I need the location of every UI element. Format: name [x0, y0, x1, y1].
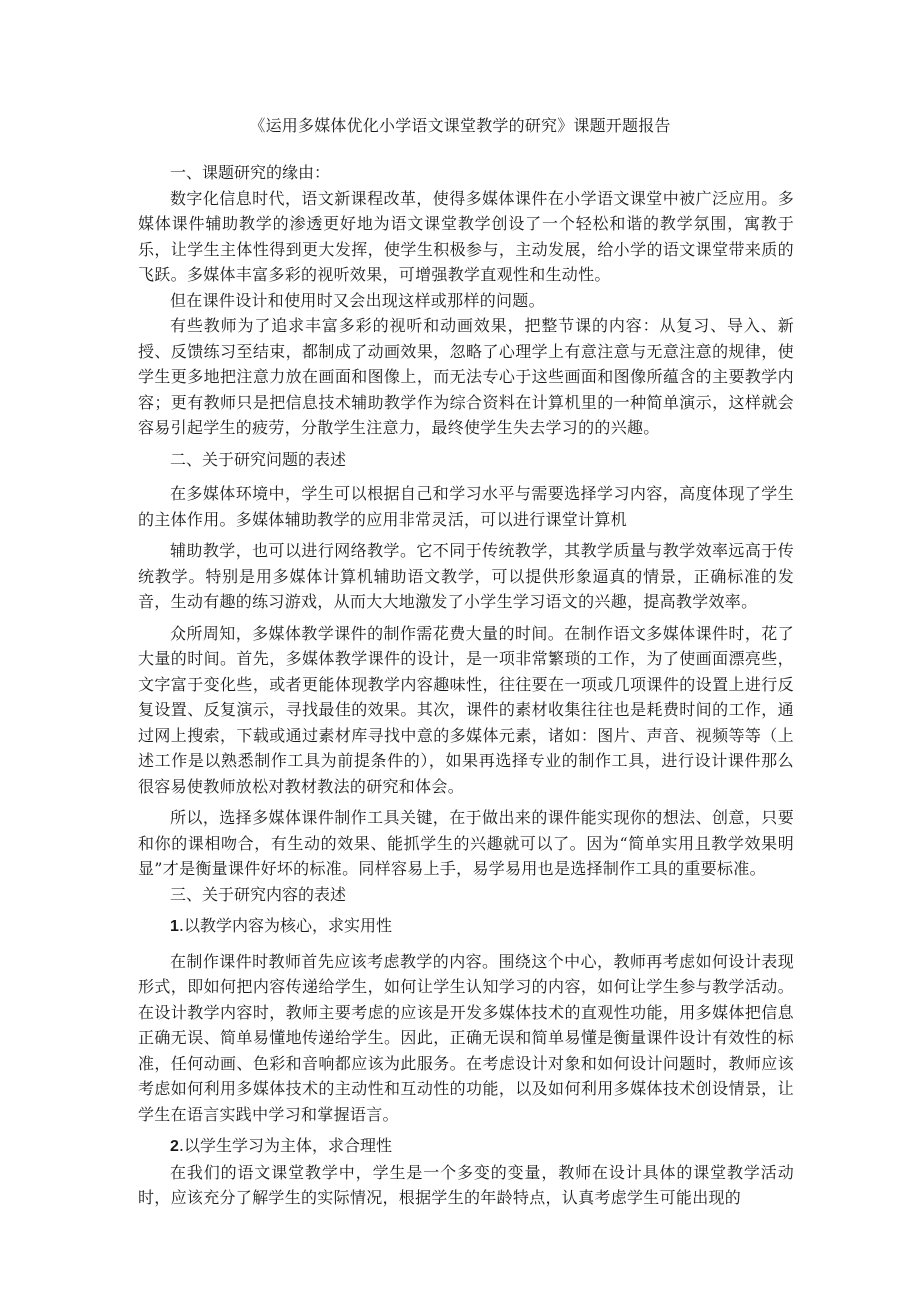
document-title: 《运用多媒体优化小学语文课堂教学的研究》课题开题报告	[249, 116, 671, 135]
document-body	[138, 160, 794, 1211]
section-1-paragraph-2: 但在课件设计和使用时又会出现这样或那样的问题。	[170, 290, 545, 310]
section-2-heading: 二、关于研究问题的表述	[170, 449, 347, 469]
item-1-title: .以教学内容为核心，求实用性	[178, 916, 392, 935]
section-3-item-1-heading	[138, 913, 794, 940]
item-1-number: 1	[170, 918, 179, 935]
section-3-heading: 三、关于研究内容的表述	[170, 884, 347, 904]
item-2-number: 2	[170, 1138, 179, 1155]
section-3-item-2-paragraph: 在我们的语文课堂教学中，学生是一个多变的变量，教师在设计具体的课堂教学活动时，应该充分了解学生的实际情况，根据学生的年龄特点，认真考虑学生可能出现的	[138, 1162, 794, 1207]
section-1-paragraph-1: 数字化信息时代，语文新课程改革，使得多媒体课件在小学语文课堂中被广泛应用。多媒体课件辅助教学的渗透更好地为语文课堂教学创设了一个轻松和谐的教学氛围，寓教于乐，让学生主体性得到更大发挥，使学生积极参与，主动发展，给小学的语文课堂带来质的飞跃。多媒体丰富多彩的视听效果，可增强教学直观性和生动性。	[138, 188, 794, 284]
section-3-item-1-paragraph: 在制作课件时教师首先应该考虑教学的内容。围绕这个中心，教师再考虑如何设计表现形式，即如何把内容传递给学生，如何让学生认知学习的内容，如何让学生参与教学活动。在设计教学内容时，教师主要考虑的应该是开发多媒体技术的直观性功能，用多媒体把信息正确无误、简单易懂地传递给学生。因此，正确无误和简单易懂是衡量课件设计有效性的标准，任何动画、色彩和音响都应该为此服务。在考虑设计对象和如何设计问题时，教师应该考虑如何利用多媒体技术的主动性和互动性的功能，以及如何利用多媒体技术创设情景，让学生在语言实践中学习和掌握语言。	[138, 951, 794, 1124]
section-2-paragraph-4: 所以，选择多媒体课件制作工具关键，在于做出来的课件能实现你的想法、创意，只要和你的课相吻合，有生动的效果、能抓学生的兴趣就可以了。因为“简单实用且教学效果明显”才是衡量课件好坏的标准。同样容易上手，易学易用也是选择制作工具的重要标准。	[138, 808, 794, 878]
section-2-paragraph-3: 众所周知，多媒体教学课件的制作需花费大量的时间。在制作语文多媒体课件时，花了大量的时间。首先，多媒体教学课件的设计，是一项非常繁琐的工作，为了使画面漂亮些，文字富于变化些，或者更能体现教学内容趣味性，往往要在一项或几项课件的设置上进行反复设置、反复演示，寻找最佳的效果。其次，课件的素材收集往往也是耗费时间的工作，通过网上搜索，下载或通过素材库寻找中意的多媒体元素，诸如：图片、声音、视频等等（上述工作是以熟悉制作工具为前提条件的），如果再选择专业的制作工具，进行设计课件那么很容易使教师放松对教材教法的研究和体会。	[138, 623, 794, 796]
section-2-paragraph-2: 辅助教学，也可以进行网络教学。它不同于传统教学，其教学质量与教学效率远高于传统教学。特别是用多媒体计算机辅助语文教学，可以提供形象逼真的情景，正确标准的发音，生动有趣的练习游戏，从而大大地激发了小学生学习语文的兴趣，提高教学效率。	[138, 541, 794, 611]
item-2-title: .以学生学习为主体，求合理性	[178, 1136, 392, 1155]
section-2-paragraph-1: 在多媒体环境中，学生可以根据自己和学习水平与需要选择学习内容，高度体现了学生的主体作用。多媒体辅助教学的应用非常灵活，可以进行课堂计算机	[138, 484, 794, 529]
section-3-item-2-heading	[138, 1133, 794, 1160]
section-1-heading: 一、课题研究的缘由：	[170, 163, 331, 182]
section-1-paragraph-3: 有些教师为了追求丰富多彩的视听和动画效果，把整节课的内容：从复习、导入、新授、反馈练习至结束，都制成了动画效果，忽略了心理学上有意注意与无意注意的规律，使学生更多地把注意力放在画面和图像上，而无法专心于这些画面和图像所蕴含的主要教学内容；更有教师只是把信息技术辅助教学作为综合资料在计算机里的一种简单演示，这样就会容易引起学生的疲劳，分散学生注意力，最终使学生失去学习的的兴趣。	[138, 316, 794, 437]
